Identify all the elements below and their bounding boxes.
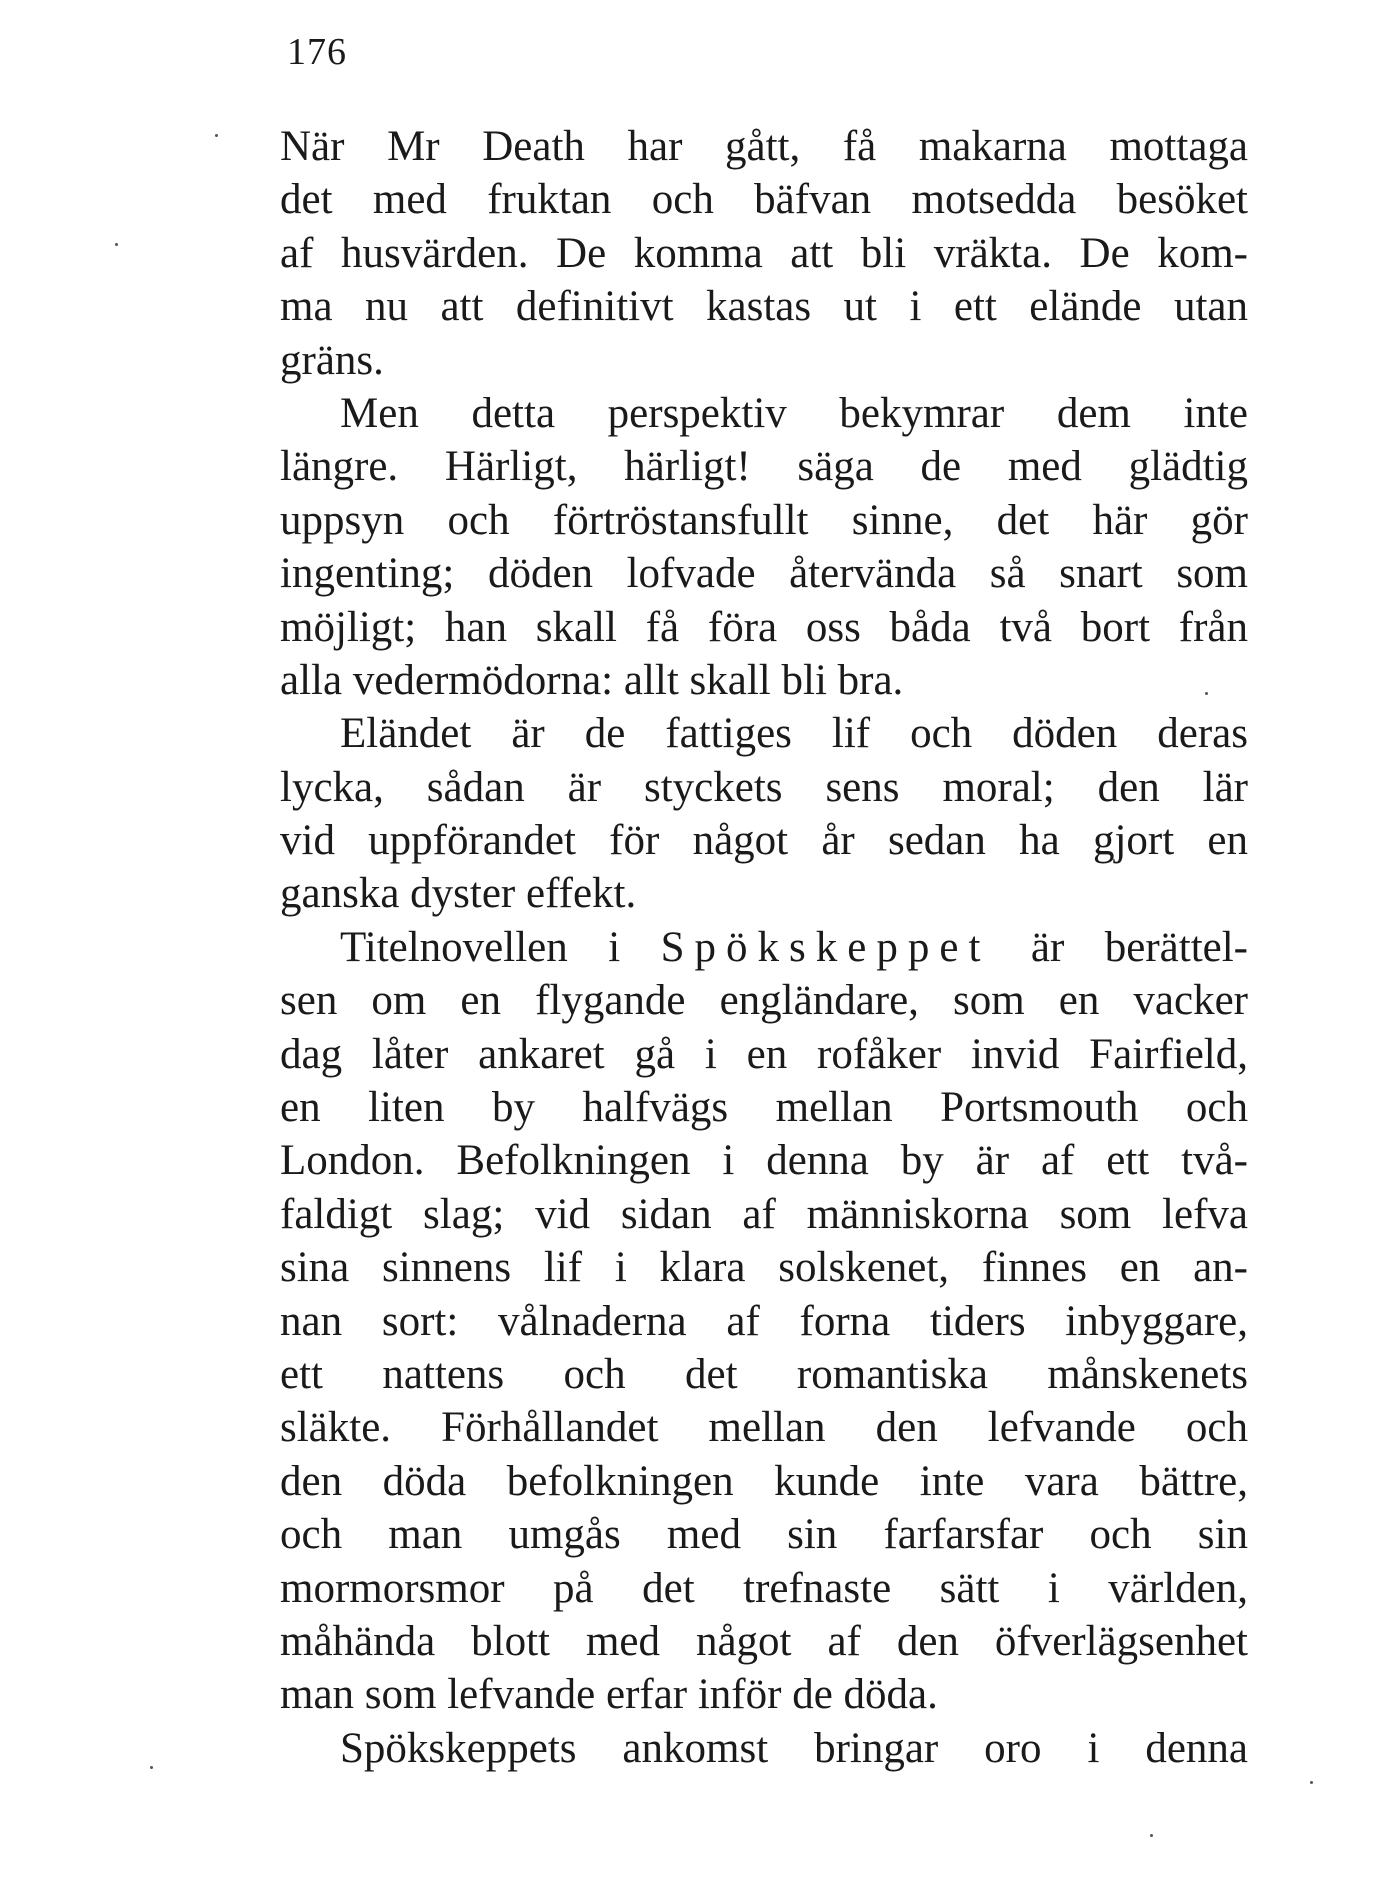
text-line: mormorsmor på det trefnaste sätt i världen, [280,1564,1248,1612]
text-line: sen om en flygande engländare, som en vacker [280,977,1248,1025]
text-line: längre. Härligt, härligt! säga de med glädtig [280,443,1248,491]
text-line-with-title [280,921,1248,974]
body-text [280,120,1248,1775]
text-line: man som lefvande erfar inför de döda. [280,1671,938,1719]
text-line: en liten by halfvägs mellan Portsmouth och [280,1084,1248,1132]
text-line: nan sort: vålnaderna af forna tiders inbyggare, [280,1297,1248,1345]
text-line: gräns. [280,336,384,384]
scan-speck [1150,1834,1153,1837]
text-line: lycka, sådan är styckets sens moral; den lär [280,763,1248,811]
scan-speck [1205,692,1208,695]
text-line: alla vedermödorna: allt skall bli bra. [280,656,904,704]
text-line: möjligt; han skall få föra oss båda två bort från [280,603,1248,651]
text-line: Spökskeppets ankomst bringar oro i denna [340,1724,1248,1772]
text-line: uppsyn och förtröstansfullt sinne, det här gör [280,496,1248,544]
book-title: Spökskeppet [660,923,991,971]
text-line: ett nattens och det romantiska månskenets [280,1350,1248,1398]
text-line: ganska dyster effekt. [280,870,637,918]
text-segment: Titelnovellen i [340,923,661,971]
scan-speck [150,1766,153,1769]
text-line: släkte. Förhållandet mellan den lefvande och [280,1404,1248,1452]
text-line: dag låter ankaret gå i en rofåker invid Fairfield, [280,1030,1248,1078]
text-line: faldigt slag; vid sidan af människorna som lefva [280,1190,1248,1238]
text-line: sina sinnens lif i klara solskenet, finnes en an- [280,1244,1248,1292]
text-line: af husvärden. De komma att bli vräkta. De kom- [280,229,1248,277]
page-number: 176 [287,31,347,73]
text-line: London. Befolkningen i denna by är af ett två- [280,1137,1248,1185]
text-line: När Mr Death har gått, få makarna mottaga [280,123,1248,170]
scan-speck [1310,1781,1313,1784]
text-line: ingenting; döden lofvade återvända så snart som [280,550,1248,598]
text-line: den döda befolkningen kunde inte vara bättre, [280,1457,1248,1505]
text-segment: är berättel- [990,923,1248,971]
text-line: Men detta perspektiv bekymrar dem inte [340,389,1248,437]
text-line: ma nu att definitivt kastas ut i ett elände utan [280,283,1248,331]
text-line: vid uppförandet för något år sedan ha gjort en [280,817,1248,865]
text-line: måhända blott med något af den öfverlägsenhet [280,1617,1248,1665]
text-line: och man umgås med sin farfarsfar och sin [280,1511,1248,1559]
scan-speck [115,243,118,246]
text-line: Eländet är de fattiges lif och döden deras [340,710,1248,758]
text-line: det med fruktan och bäfvan motsedda besöket [280,176,1248,224]
scan-speck [215,134,218,137]
